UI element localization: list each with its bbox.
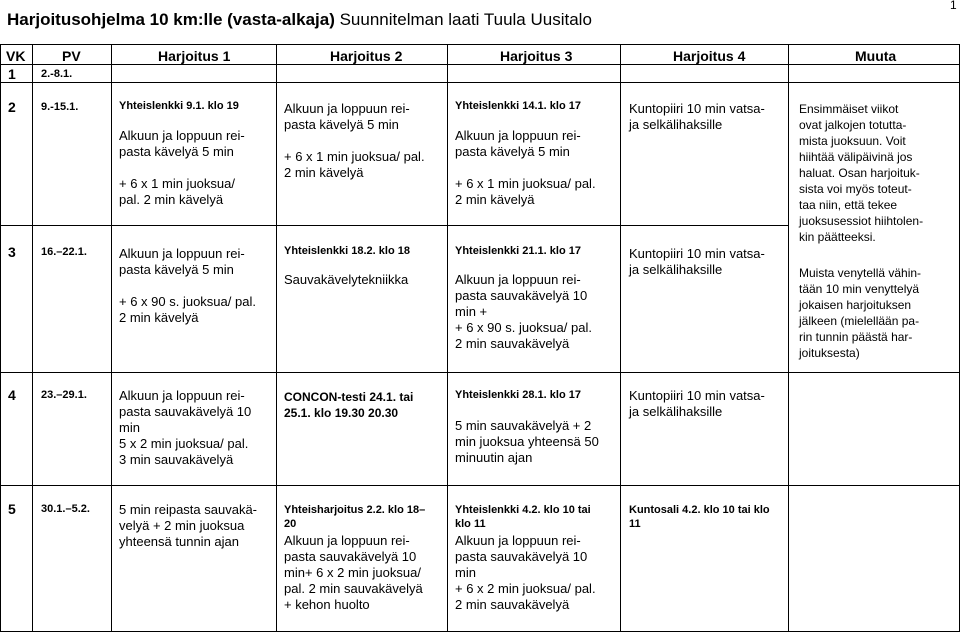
row2-h1-body: Alkuun ja loppuun rei- pasta kävelyä 5 min + 6 x 1 min juoksua/ pal. 2 min kävelyä	[119, 128, 245, 207]
row2-h3-body: Alkuun ja loppuun rei- pasta kävelyä 5 min + 6 x 1 min juoksua/ pal. 2 min kävelyä	[455, 128, 596, 207]
row5-h1-body: 5 min reipasta sauvakä- velyä + 2 min juoksua yhteensä tunnin ajan	[119, 502, 258, 549]
row4-vk: 4	[8, 387, 16, 403]
row5-h2-title: Yhteisharjoitus 2.2. klo 18– 20	[284, 504, 426, 530]
row5-h3-title: Yhteislenkki 4.2. klo 10 tai klo 11	[455, 504, 591, 530]
row2-h4-body: Kuntopiiri 10 min vatsa- ja selkälihaksille	[629, 101, 765, 132]
row3-h1-body: Alkuun ja loppuun rei- pasta kävelyä 5 min + 6 x 90 s. juoksua/ pal. 2 min kävelyä	[119, 246, 256, 325]
col-divider-h4	[788, 44, 789, 632]
table-border-left	[0, 44, 1, 632]
muuta-note-1: Ensimmäiset viikot ovat jalkojen totutta- mista juoksuun. Voit hiihtää välipäivinä jos haluat. Osan harjoituk- sista voi myös toteut- taa niin, että tekee juoksusessiot hiihtolen- kin päätteeksi.	[799, 102, 924, 244]
row3-vk: 3	[8, 244, 16, 260]
row2-h2-body: Alkuun ja loppuun rei- pasta kävelyä 5 min + 6 x 1 min juoksua/ pal. 2 min kävelyä	[284, 101, 425, 180]
row2-pv: 9.-15.1.	[41, 101, 79, 113]
row5-h2-body: Alkuun ja loppuun rei- pasta sauvakävelyä 10 min+ 6 x 2 min juoksua/ pal. 2 min sauvakävelyä + kehon huolto	[284, 533, 423, 612]
header-harjoitus-3: Harjoitus 3	[500, 48, 573, 64]
col-divider-h3	[620, 44, 621, 632]
row4-h3-title: Yhteislenkki 28.1. klo 17	[455, 389, 581, 401]
row5-pv: 30.1.–5.2.	[41, 503, 90, 515]
row5-vk: 5	[8, 501, 16, 517]
row4-h2-title: CONCON-testi 24.1. tai 25.1. klo 19.30 20.30	[284, 390, 414, 420]
row3-h3-body: Alkuun ja loppuun rei- pasta sauvakävelyä 10 min + + 6 x 90 s. juoksua/ pal. 2 min sauvakävelyä	[455, 272, 592, 351]
row-divider-1	[0, 82, 960, 83]
table-border-top	[0, 44, 960, 45]
row-divider-3	[0, 372, 960, 373]
muuta-note-2: Muista venytellä vähin- tään 10 min venyttelyä jokaisen harjoituksen jälkeen (mielellään pa- rin tunnin päästä har- joituksesta)	[799, 266, 922, 360]
row4-h1-body: Alkuun ja loppuun rei- pasta sauvakävelyä 10 min 5 x 2 min juoksua/ pal. 3 min sauvakävelyä	[119, 388, 252, 467]
header-harjoitus-2: Harjoitus 2	[330, 48, 403, 64]
row2-vk: 2	[8, 99, 16, 115]
row3-pv: 16.–22.1.	[41, 246, 87, 258]
page-title	[7, 10, 592, 30]
header-pv: PV	[62, 48, 81, 64]
row3-h3-title: Yhteislenkki 21.1. klo 17	[455, 245, 581, 257]
col-divider-vk	[32, 44, 33, 632]
header-muuta: Muuta	[855, 48, 897, 64]
row3-h2-title: Yhteislenkki 18.2. klo 18	[284, 245, 410, 257]
row2-h3-title: Yhteislenkki 14.1. klo 17	[455, 100, 581, 112]
row2-h1-title: Yhteislenkki 9.1. klo 19	[119, 100, 239, 112]
header-vk: VK	[6, 48, 26, 64]
col-divider-h2	[447, 44, 448, 632]
header-harjoitus-4: Harjoitus 4	[673, 48, 746, 64]
row4-h3-body: 5 min sauvakävelyä + 2 min juoksua yhteensä 50 minuutin ajan	[455, 418, 599, 465]
row4-h4-body: Kuntopiiri 10 min vatsa- ja selkälihaksille	[629, 388, 765, 419]
row1-vk: 1	[8, 66, 16, 82]
header-harjoitus-1: Harjoitus 1	[158, 48, 231, 64]
row5-h3-body: Alkuun ja loppuun rei- pasta sauvakävelyä 10 min + 6 x 2 min juoksua/ pal. 2 min sauvakävelyä	[455, 533, 596, 612]
row4-pv: 23.–29.1.	[41, 389, 87, 401]
title-bold: Harjoitusohjelma 10 km:lle (vasta-alkaja)	[7, 10, 335, 29]
row1-pv: 2.-8.1.	[41, 68, 73, 80]
page-number: 1	[950, 0, 957, 12]
title-author: Suunnitelman laati Tuula Uusitalo	[334, 10, 592, 29]
row3-h4-body: Kuntopiiri 10 min vatsa- ja selkälihaksille	[629, 246, 765, 277]
row5-h4-title: Kuntosali 4.2. klo 10 tai klo 11	[629, 504, 770, 530]
row-divider-header	[0, 64, 960, 65]
row-divider-4	[0, 485, 960, 486]
col-divider-pv	[111, 44, 112, 632]
col-divider-h1	[276, 44, 277, 632]
row3-h2-body: Sauvakävelytekniikka	[284, 272, 409, 287]
row-divider-2	[0, 225, 788, 226]
